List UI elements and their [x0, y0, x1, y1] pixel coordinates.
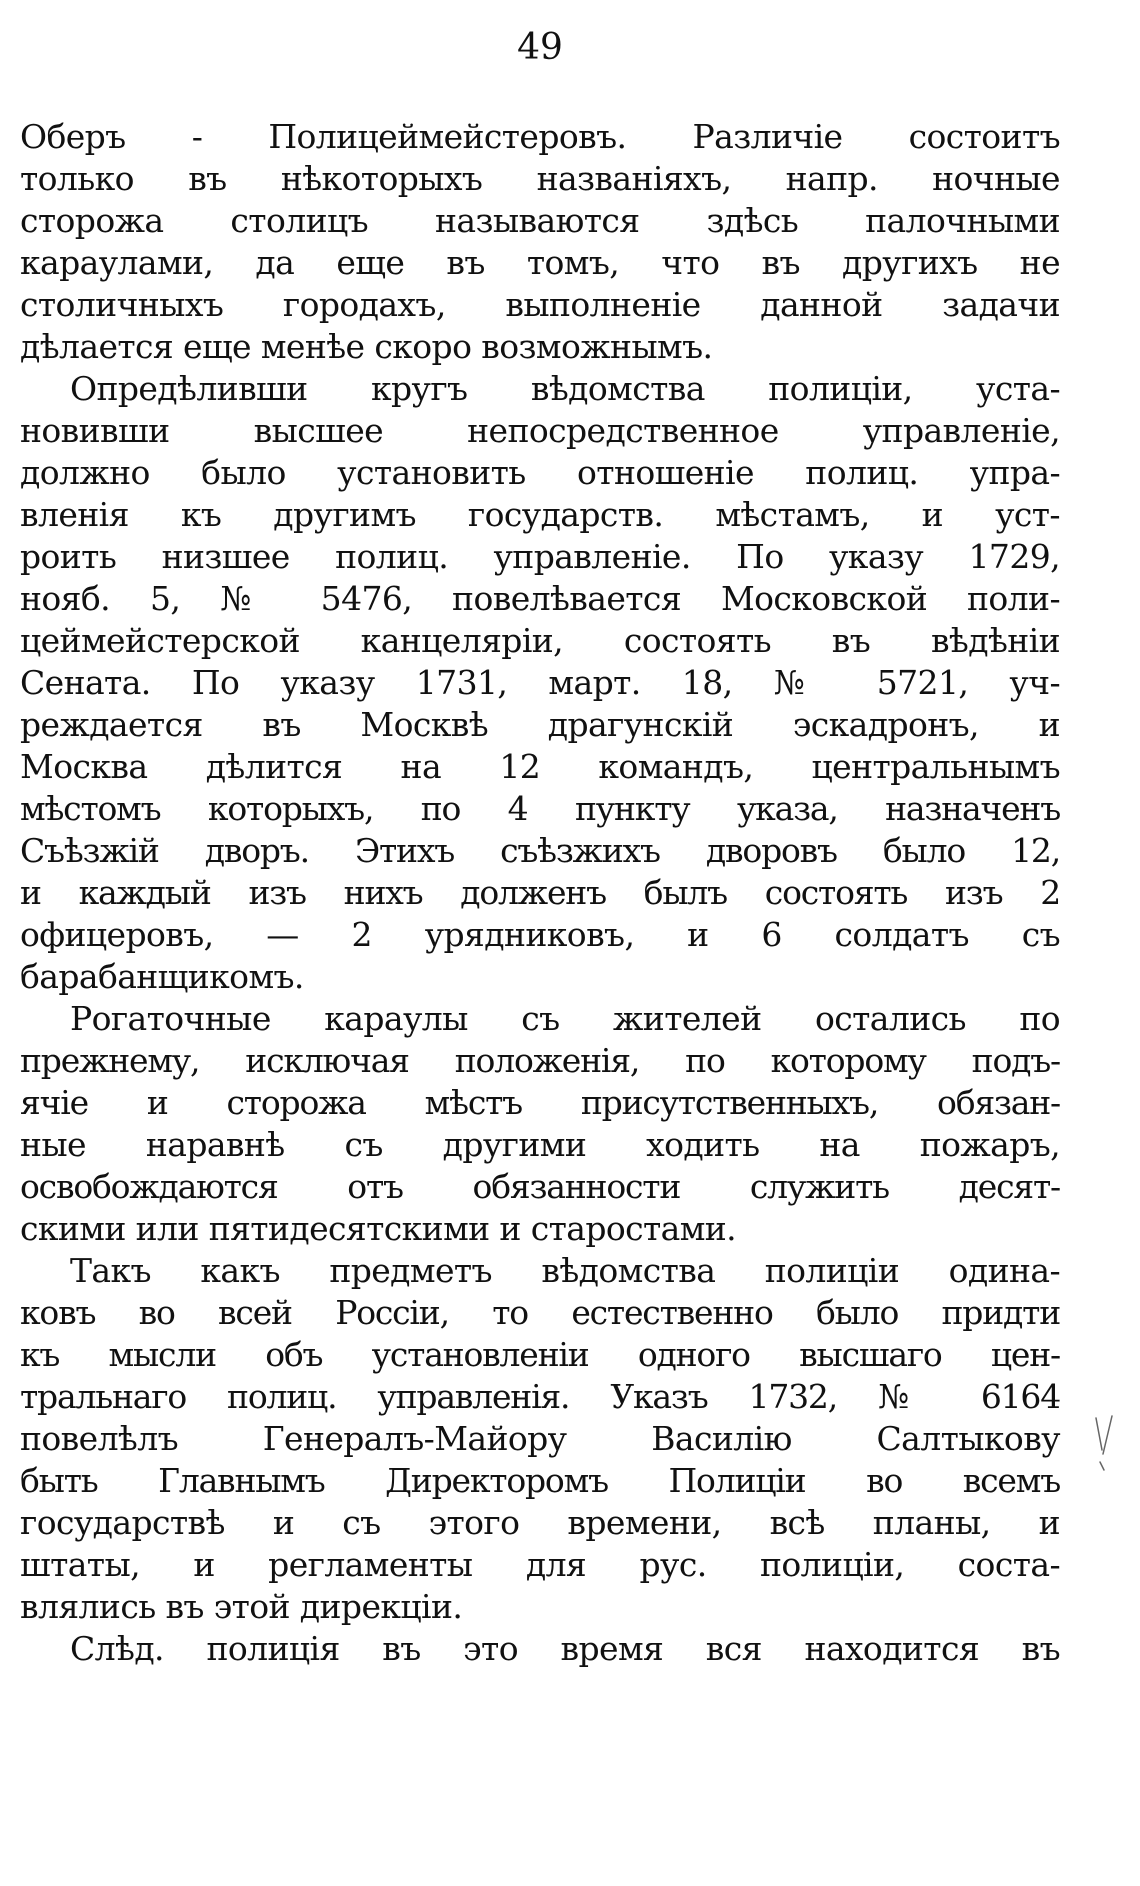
text-line: сторожа столицъ называются здѣсь палочными — [20, 201, 1060, 240]
text-line: барабанщикомъ. — [20, 957, 304, 996]
text-line: реждается въ Москвѣ драгунскій эскадронъ, и — [20, 705, 1060, 744]
text-line: Опредѣливши кругъ вѣдомства полиціи, уста- — [70, 369, 1060, 408]
text-line: Такъ какъ предметъ вѣдомства полиціи одина- — [70, 1251, 1060, 1290]
text-line: офицеровъ, — 2 урядниковъ, и 6 солдатъ съ — [20, 915, 1060, 954]
paragraph-2 — [20, 368, 1060, 998]
margin-pencil-mark — [1090, 1410, 1120, 1480]
text-line: Рогаточные караулы съ жителей остались по — [70, 999, 1060, 1038]
text-line: ные наравнѣ съ другими ходить на пожаръ, — [20, 1125, 1060, 1164]
text-line: только въ нѣкоторыхъ названіяхъ, напр. ночные — [20, 159, 1060, 198]
text-line: влялись въ этой дирекціи. — [20, 1587, 463, 1626]
paragraph-1 — [20, 116, 1060, 368]
text-line: освобождаются отъ обязанности служить десят- — [20, 1167, 1060, 1206]
text-line: Съѣзжій дворъ. Этихъ съѣзжихъ дворовъ было 12, — [20, 831, 1060, 870]
text-line: цеймейстерской канцеляріи, состоять въ вѣдѣніи — [20, 621, 1060, 660]
text-line: быть Главнымъ Директоромъ Полиціи во всемъ — [20, 1461, 1060, 1500]
text-line: Оберъ - Полицеймейстеровъ. Различіе состоитъ — [20, 117, 1060, 156]
text-line: къ мысли объ установленіи одного высшаго цен- — [20, 1335, 1060, 1374]
text-line: ковъ во всей Россіи, то естественно было придти — [20, 1293, 1060, 1332]
text-line: мѣстомъ которыхъ, по 4 пункту указа, назначенъ — [20, 789, 1060, 828]
body-text — [20, 116, 1060, 1670]
paragraph-4 — [20, 1250, 1060, 1628]
text-line: тральнаго полиц. управленія. Указъ 1732, № 6164 — [20, 1377, 1060, 1416]
text-line: нояб. 5, № 5476, повелѣвается Московской поли- — [20, 579, 1060, 618]
text-line: должно было установить отношеніе полиц. упра- — [20, 453, 1060, 492]
text-line: штаты, и регламенты для рус. полиціи, соста- — [20, 1545, 1060, 1584]
text-line: ячіе и сторожа мѣстъ присутственныхъ, обязан- — [20, 1083, 1060, 1122]
text-line: и каждый изъ нихъ долженъ былъ состоять изъ 2 — [20, 873, 1060, 912]
text-line: новивши высшее непосредственное управленіе, — [20, 411, 1060, 450]
text-line: Сената. По указу 1731, март. 18, № 5721, уч- — [20, 663, 1060, 702]
book-page — [20, 0, 1060, 1886]
text-line: Москва дѣлится на 12 командъ, центральнымъ — [20, 747, 1060, 786]
paragraph-3 — [20, 998, 1060, 1250]
text-line: дѣлается еще менѣе скоро возможнымъ. — [20, 327, 713, 366]
text-line: Слѣд. полиція въ это время вся находится въ — [70, 1629, 1060, 1668]
text-line: вленія къ другимъ государств. мѣстамъ, и уст- — [20, 495, 1060, 534]
page-number: 49 — [517, 27, 563, 68]
text-line: государствѣ и съ этого времени, всѣ планы, и — [20, 1503, 1060, 1542]
text-line: скими или пятидесятскими и старостами. — [20, 1209, 737, 1248]
text-line: повелѣлъ Генералъ-Майору Василію Салтыкову — [20, 1419, 1060, 1458]
text-line: столичныхъ городахъ, выполненіе данной задачи — [20, 285, 1060, 324]
text-line: прежнему, исключая положенія, по которому подъ- — [20, 1041, 1060, 1080]
text-line: караулами, да еще въ томъ, что въ другихъ не — [20, 243, 1060, 282]
text-line: роить низшее полиц. управленіе. По указу 1729, — [20, 537, 1060, 576]
paragraph-5 — [20, 1628, 1060, 1670]
